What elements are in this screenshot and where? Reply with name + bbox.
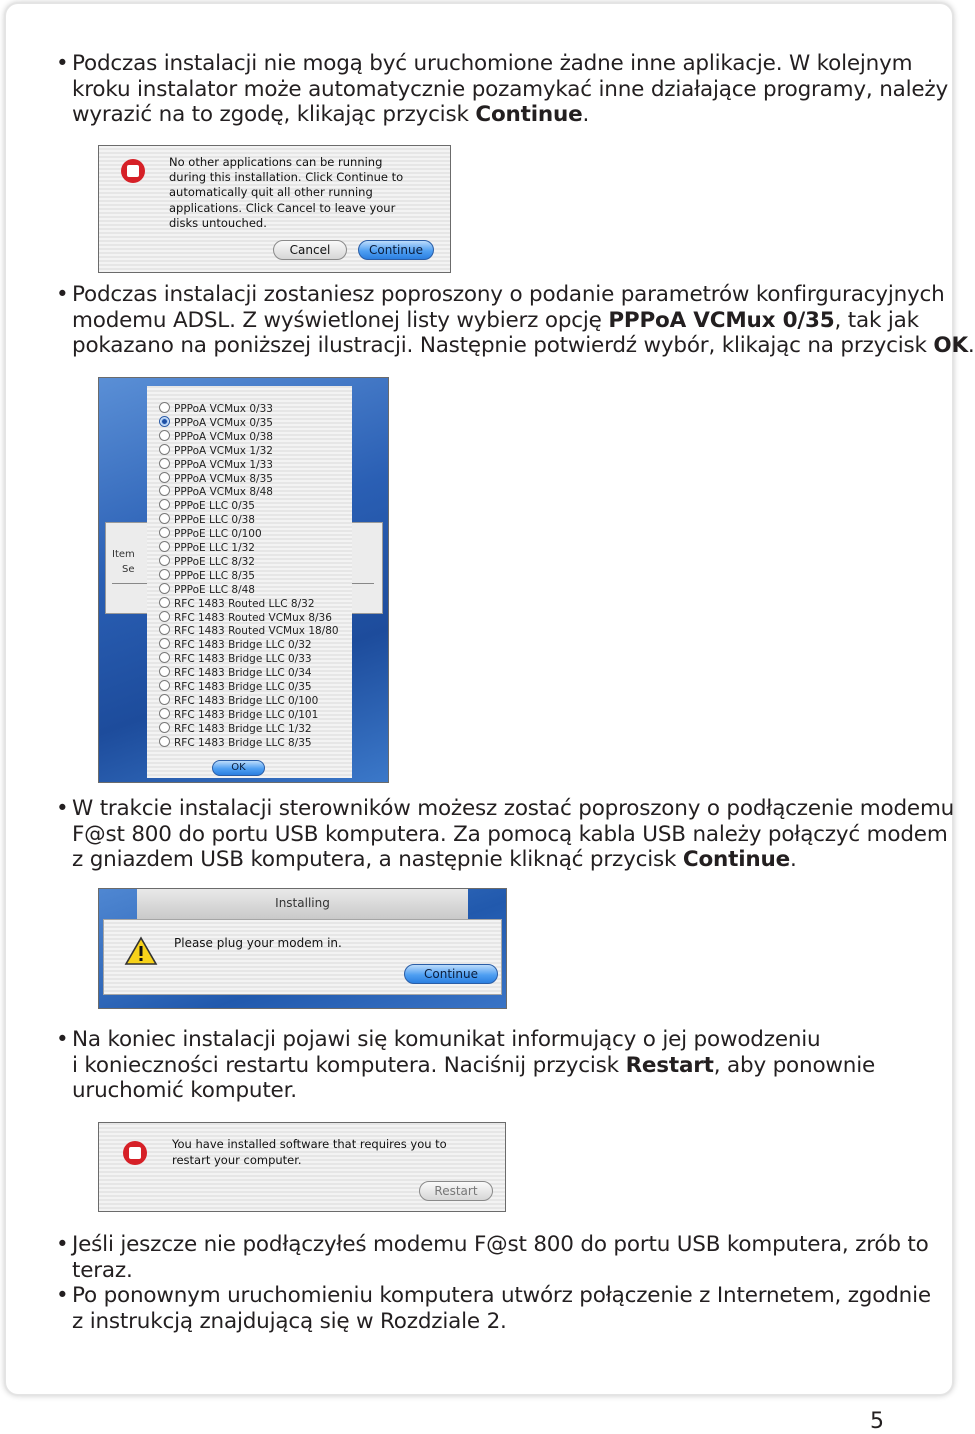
message-line: You have installed software that requires you to bbox=[172, 1137, 447, 1151]
alert-sheet bbox=[103, 919, 502, 995]
radio-button[interactable] bbox=[159, 402, 170, 413]
paragraph-4 bbox=[56, 1027, 916, 1104]
option-row[interactable] bbox=[159, 499, 255, 513]
option-row[interactable] bbox=[159, 430, 273, 444]
message-line: disks untouched. bbox=[169, 215, 267, 230]
dialog-message bbox=[169, 155, 403, 231]
option-row[interactable] bbox=[159, 680, 312, 694]
quit-apps-dialog-screenshot bbox=[98, 145, 451, 273]
background-window-label: Item bbox=[112, 549, 135, 560]
option-row[interactable] bbox=[159, 652, 312, 666]
ok-button[interactable]: OK bbox=[212, 760, 265, 776]
option-row[interactable] bbox=[159, 694, 318, 708]
option-row[interactable] bbox=[159, 416, 273, 430]
option-row[interactable] bbox=[159, 541, 255, 555]
radio-button[interactable] bbox=[159, 652, 170, 663]
option-label: PPPoE LLC 0/35 bbox=[174, 500, 255, 513]
option-label: PPPoE LLC 8/48 bbox=[174, 583, 255, 596]
text-bold: Continue bbox=[682, 847, 791, 873]
option-label: RFC 1483 Bridge LLC 0/32 bbox=[174, 639, 312, 652]
radio-button[interactable] bbox=[159, 513, 170, 524]
text-line: z instrukcją znajdującą się w Rozdziale 2. bbox=[72, 1308, 507, 1334]
bullet: • bbox=[56, 1283, 69, 1308]
radio-button[interactable] bbox=[159, 485, 170, 496]
option-row[interactable] bbox=[159, 624, 339, 638]
stop-icon bbox=[121, 159, 145, 183]
page-number: 5 bbox=[870, 1409, 884, 1434]
cancel-button[interactable]: Cancel bbox=[273, 240, 347, 260]
option-label: RFC 1483 Bridge LLC 8/35 bbox=[174, 736, 312, 749]
option-row[interactable] bbox=[159, 611, 332, 625]
paragraph-5 bbox=[56, 1232, 929, 1283]
text-line: . bbox=[790, 847, 797, 873]
option-label: PPPoE LLC 8/35 bbox=[174, 569, 255, 582]
window-title-bar bbox=[137, 889, 468, 920]
option-row[interactable] bbox=[159, 736, 312, 750]
text-line: i konieczności restartu komputera. Naciśnij przycisk bbox=[72, 1052, 626, 1078]
option-label: PPPoA VCMux 1/32 bbox=[174, 444, 273, 457]
option-row[interactable] bbox=[159, 485, 273, 499]
paragraph-6 bbox=[56, 1283, 931, 1334]
text-line: , tak jak bbox=[834, 307, 919, 333]
message-line: restart your computer. bbox=[172, 1152, 302, 1167]
message-line: during this installation. Click Continue to bbox=[169, 170, 404, 185]
option-label: PPPoE LLC 8/32 bbox=[174, 555, 255, 568]
radio-button[interactable] bbox=[159, 555, 170, 566]
text-bold: Restart bbox=[625, 1052, 714, 1078]
paragraph-3 bbox=[56, 796, 955, 873]
text-line: modemu ADSL. Z wyświetlonej listy wybierz opcję bbox=[72, 307, 609, 333]
text-line: kroku instalator może automatycznie pozamykać inne działające programy, należy bbox=[72, 76, 948, 102]
radio-button[interactable] bbox=[159, 416, 170, 427]
option-row[interactable] bbox=[159, 513, 255, 527]
message-line: No other applications can be running bbox=[169, 155, 383, 169]
text-line: pokazano na poniższej ilustracji. Następnie potwierdź wybór, klikając na przycisk bbox=[72, 333, 934, 359]
paragraph-2 bbox=[56, 282, 975, 359]
option-label: RFC 1483 Bridge LLC 0/100 bbox=[174, 694, 319, 707]
option-row[interactable] bbox=[159, 583, 255, 597]
text-line: teraz. bbox=[72, 1257, 133, 1283]
text-line: Podczas instalacji zostaniesz poproszony o podanie parametrów konfirguracyjnych bbox=[72, 282, 945, 307]
radio-button[interactable] bbox=[159, 666, 170, 677]
radio-button[interactable] bbox=[159, 458, 170, 469]
option-row[interactable] bbox=[159, 402, 273, 416]
plug-modem-dialog-screenshot bbox=[98, 888, 507, 1009]
text-line: Podczas instalacji nie mogą być uruchomione żadne inne aplikacje. W kolejnym bbox=[72, 51, 913, 76]
text-line: , aby ponownie bbox=[713, 1052, 876, 1078]
option-label: PPPoA VCMux 0/33 bbox=[174, 403, 273, 415]
option-row[interactable] bbox=[159, 708, 318, 722]
radio-button[interactable] bbox=[159, 583, 170, 594]
text-line: Jeśli jeszcze nie podłączyłeś modemu F@st 800 do portu USB komputera, zrób to bbox=[72, 1232, 929, 1257]
option-label: RFC 1483 Bridge LLC 0/101 bbox=[174, 708, 319, 721]
text-line: wyrazić na to zgodę, klikając przycisk bbox=[72, 102, 476, 128]
bullet: • bbox=[56, 282, 69, 307]
text-bold: Continue bbox=[475, 102, 583, 128]
text-line: W trakcie instalacji sterowników możesz zostać poproszony o podłączenie modemu bbox=[72, 796, 955, 821]
radio-button[interactable] bbox=[159, 597, 170, 608]
text-bold: PPPoA VCMux 0/35 bbox=[608, 307, 835, 333]
text-line: Na koniec instalacji pojawi się komunikat informujący o jej powodzeniu bbox=[72, 1027, 821, 1052]
background-window-label: Se bbox=[122, 564, 135, 575]
alert-message: Please plug your modem in. bbox=[174, 936, 342, 950]
dialog-message bbox=[172, 1137, 447, 1168]
radio-button[interactable] bbox=[159, 472, 170, 483]
radio-button[interactable] bbox=[159, 527, 170, 538]
continue-button[interactable]: Continue bbox=[358, 240, 434, 260]
bullet: • bbox=[56, 796, 69, 821]
connection-type-dialog-screenshot bbox=[98, 377, 389, 783]
option-row[interactable] bbox=[159, 597, 315, 611]
restart-dialog-screenshot bbox=[98, 1122, 506, 1212]
option-row[interactable] bbox=[159, 638, 312, 652]
option-row[interactable] bbox=[159, 666, 312, 680]
message-line: applications. Click Cancel to leave your bbox=[169, 200, 396, 215]
text-bold: OK bbox=[933, 333, 968, 359]
option-row[interactable] bbox=[159, 527, 262, 541]
radio-button[interactable] bbox=[159, 499, 170, 510]
radio-button[interactable] bbox=[159, 541, 170, 552]
option-row[interactable] bbox=[159, 555, 255, 569]
text-line: . bbox=[582, 102, 590, 128]
option-label: PPPoA VCMux 0/38 bbox=[174, 430, 273, 443]
bullet: • bbox=[56, 1232, 69, 1257]
option-label: RFC 1483 Routed LLC 8/32 bbox=[174, 597, 315, 610]
continue-button[interactable]: Continue bbox=[404, 964, 498, 984]
radio-button[interactable] bbox=[159, 611, 170, 622]
radio-button[interactable] bbox=[159, 430, 170, 441]
message-line: automatically quit all other running bbox=[169, 185, 373, 200]
text-line: . bbox=[967, 333, 975, 359]
warning-icon bbox=[124, 936, 158, 966]
text-line: uruchomić komputer. bbox=[72, 1078, 297, 1104]
option-label: RFC 1483 Bridge LLC 0/33 bbox=[174, 653, 312, 666]
option-label: RFC 1483 Routed VCMux 8/36 bbox=[174, 611, 332, 624]
option-label: PPPoE LLC 0/100 bbox=[174, 528, 262, 541]
option-label: PPPoA VCMux 0/35 bbox=[174, 416, 273, 429]
text-line: F@st 800 do portu USB komputera. Za pomocą kabla USB należy połączyć modem bbox=[72, 821, 948, 847]
option-label: PPPoA VCMux 8/35 bbox=[174, 472, 273, 485]
radio-button[interactable] bbox=[159, 624, 170, 635]
option-label: PPPoA VCMux 1/33 bbox=[174, 458, 273, 471]
option-row[interactable] bbox=[159, 722, 312, 736]
option-label: RFC 1483 Routed VCMux 18/80 bbox=[174, 625, 339, 638]
radio-button[interactable] bbox=[159, 638, 170, 649]
option-row[interactable] bbox=[159, 569, 255, 583]
radio-button[interactable] bbox=[159, 708, 170, 719]
text-line: Po ponownym uruchomieniu komputera utwórz połączenie z Internetem, zgodnie bbox=[72, 1283, 931, 1308]
option-label: PPPoE LLC 0/38 bbox=[174, 514, 255, 527]
option-label: RFC 1483 Bridge LLC 1/32 bbox=[174, 722, 312, 735]
paragraph-1 bbox=[56, 51, 948, 128]
radio-button[interactable] bbox=[159, 444, 170, 455]
option-row[interactable] bbox=[159, 472, 273, 486]
stop-icon bbox=[123, 1141, 147, 1165]
option-label: RFC 1483 Bridge LLC 0/35 bbox=[174, 681, 312, 693]
radio-button[interactable] bbox=[159, 736, 170, 747]
window-title: Installing bbox=[275, 896, 330, 910]
radio-button[interactable] bbox=[159, 694, 170, 705]
radio-button[interactable] bbox=[159, 569, 170, 580]
bullet: • bbox=[56, 51, 69, 76]
bullet: • bbox=[56, 1027, 69, 1052]
text-line: z gniazdem USB komputera, a następnie kliknąć przycisk bbox=[72, 847, 683, 873]
option-row[interactable] bbox=[159, 458, 273, 472]
option-label: RFC 1483 Bridge LLC 0/34 bbox=[174, 667, 312, 680]
option-row[interactable] bbox=[159, 444, 273, 458]
radio-button[interactable] bbox=[159, 680, 170, 691]
radio-button[interactable] bbox=[159, 722, 170, 733]
option-label: PPPoA VCMux 8/48 bbox=[174, 486, 273, 499]
restart-button[interactable]: Restart bbox=[419, 1181, 493, 1201]
option-label: PPPoE LLC 1/32 bbox=[174, 542, 255, 554]
